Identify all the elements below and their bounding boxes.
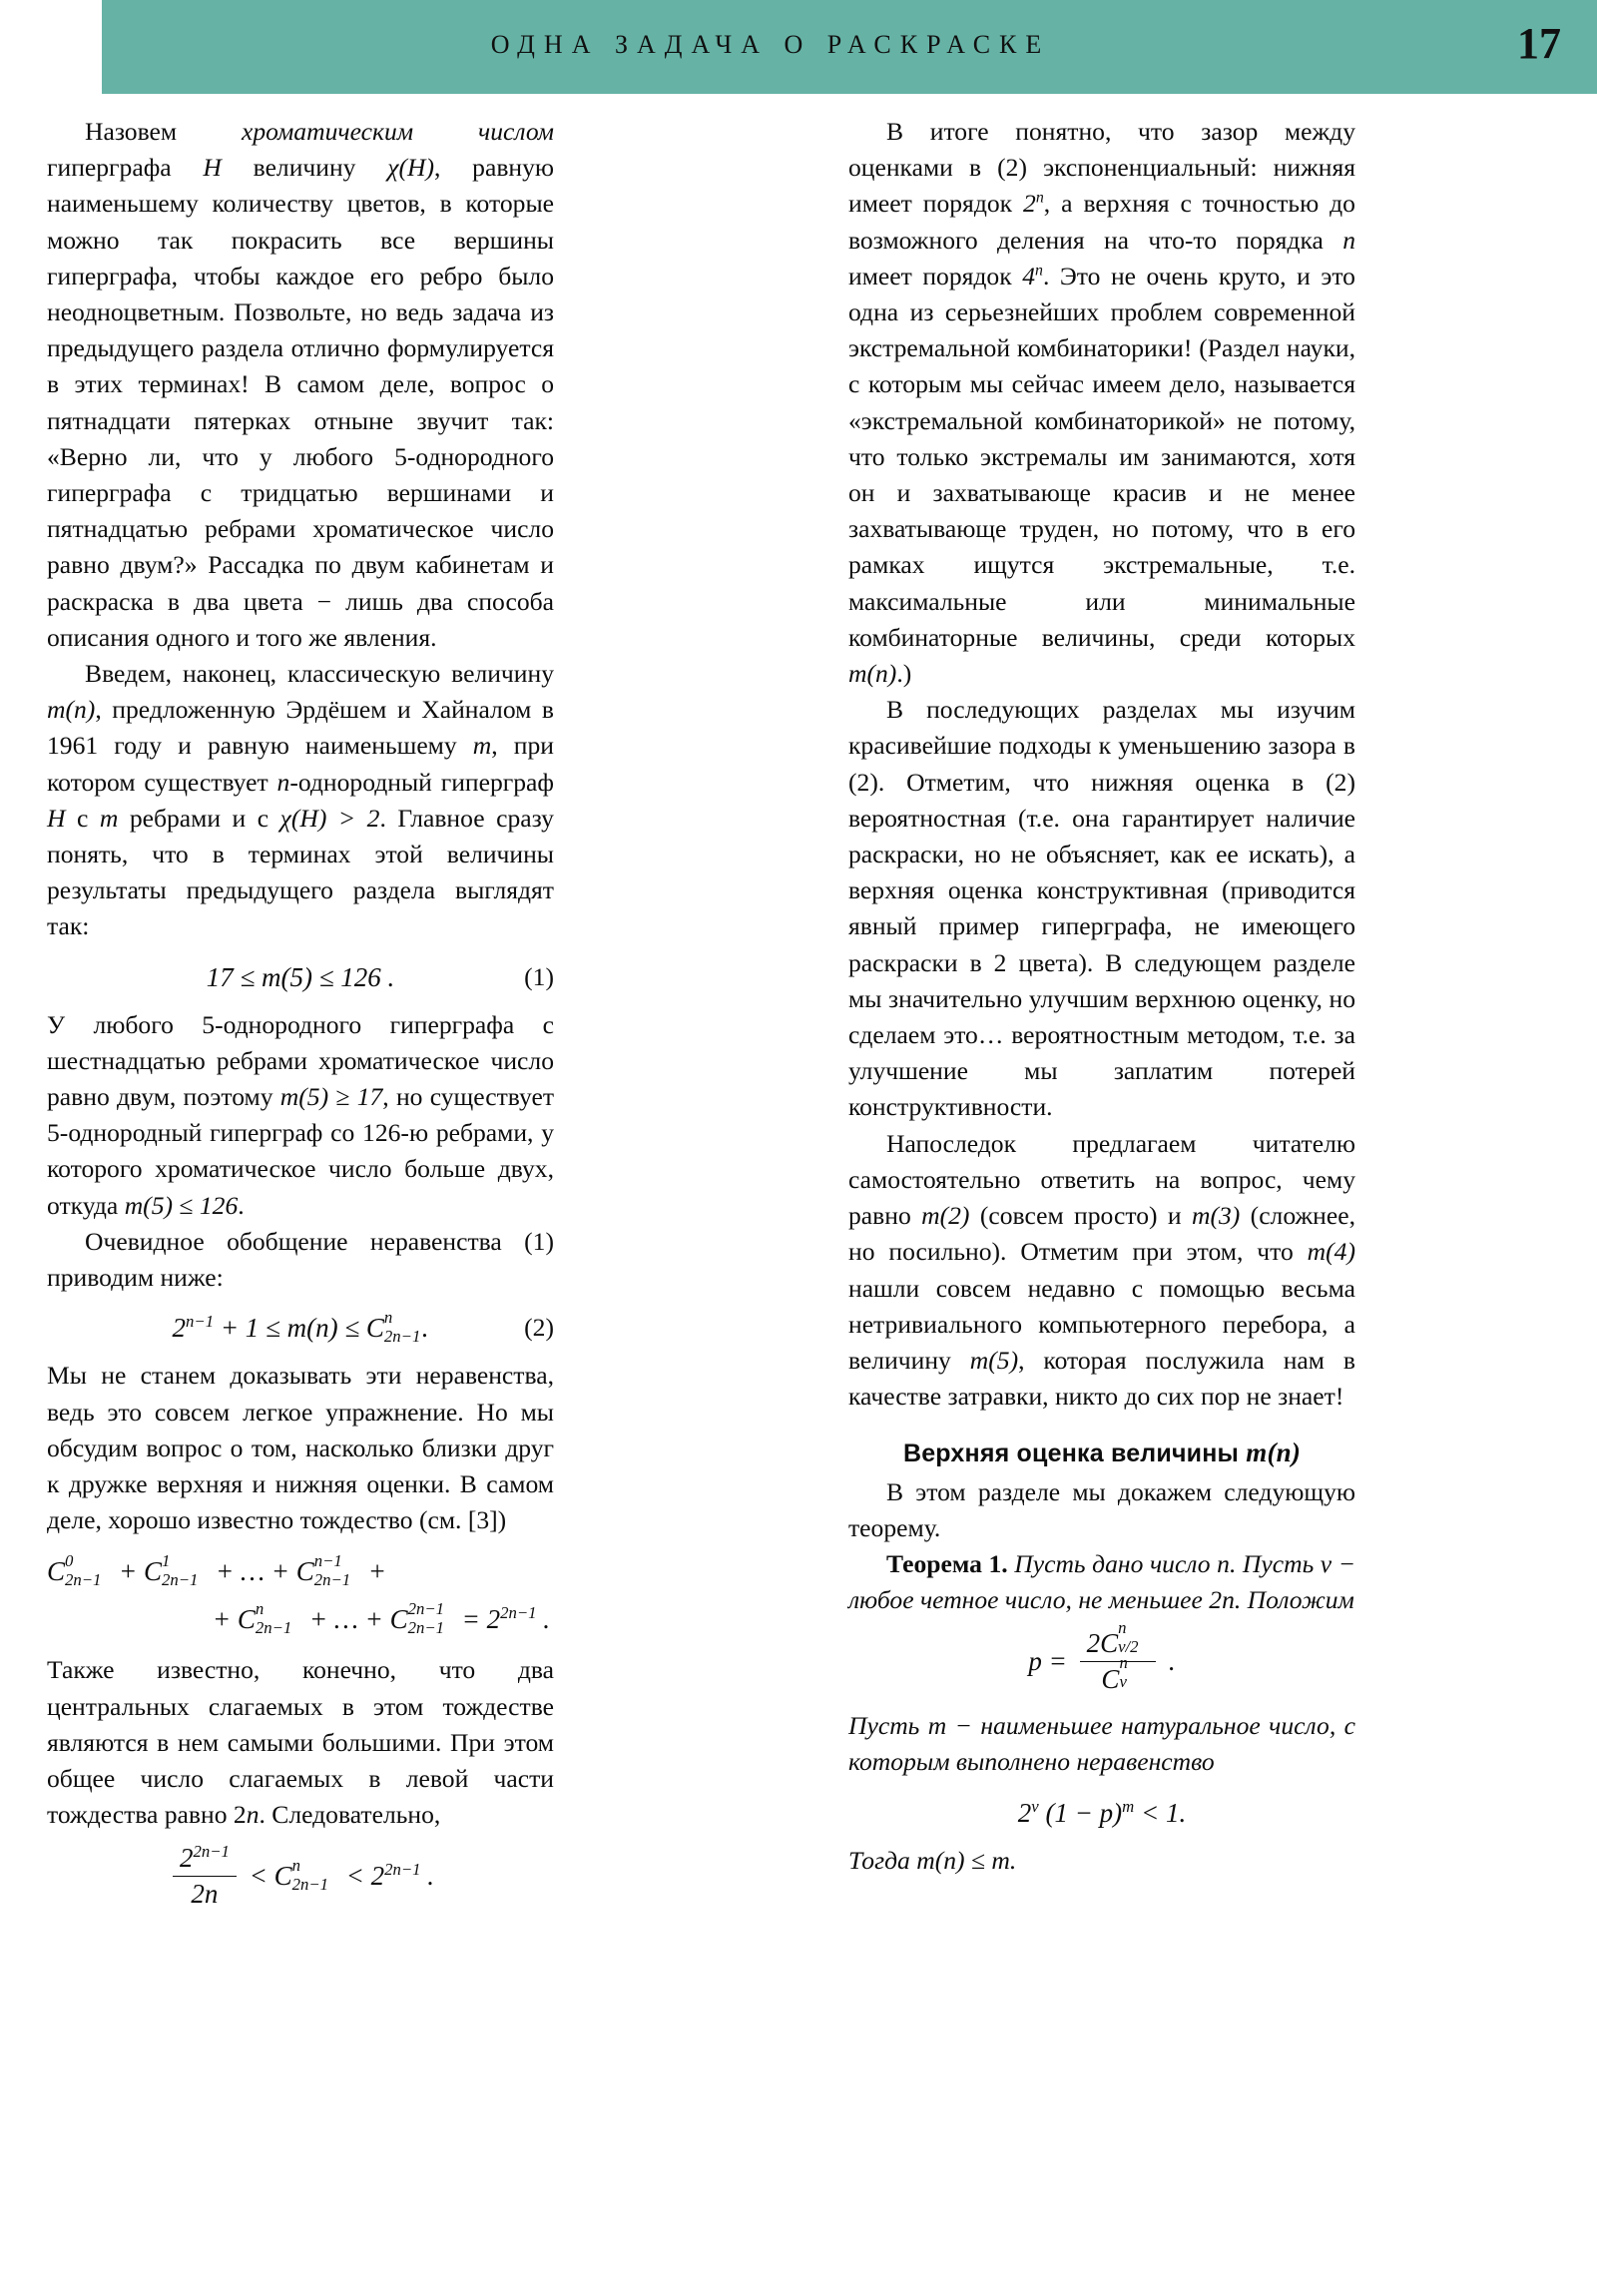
text-run: . bbox=[238, 1190, 245, 1220]
math-2-pow-n-exponent: n bbox=[1035, 189, 1044, 207]
left-column bbox=[47, 114, 554, 1923]
text-run: В последующих разделах мы изучим красивейшие подходы к уменьшению зазора в (2). Отметим, что нижняя оценка в (2) вероятностная (т.е. она гарантирует наличие раскраски, но не объясняет, как ее искать), а верхняя оценка конструктивная (приводится явный пример гиперграфа, не имеющего раскраски в 2 цвета). В следующем разделе мы значительно улучшим верхнюю оценку, но сделаем это… вероятностным методом, т.е. за улучшение мы заплатим потерей конструктивности. bbox=[848, 695, 1355, 1122]
theorem-continuation bbox=[848, 1708, 1355, 1780]
math-m: m bbox=[472, 731, 492, 761]
math-4-pow-n: 4 bbox=[1022, 261, 1035, 290]
text-run: . bbox=[1009, 1845, 1017, 1875]
text-run: У любого 5-однородного гиперграфа с шестнадцатью ребрами хроматическое число равно двум, поэтому bbox=[47, 1009, 554, 1112]
paragraph-gap-exponential bbox=[848, 114, 1355, 692]
equation-1-body: 17 ≤ m(5) ≤ 126 . bbox=[206, 961, 395, 992]
equation-2-tag: (2) bbox=[524, 1313, 554, 1343]
math-m-4: m(4) bbox=[1307, 1237, 1355, 1267]
equation-2-lhs-exponent: n−1 bbox=[186, 1312, 215, 1332]
section-heading-upper-bound bbox=[848, 1435, 1355, 1471]
text-run: Назовем bbox=[85, 117, 242, 146]
math-H: H bbox=[203, 153, 222, 183]
binomial-base: C bbox=[295, 1556, 314, 1587]
identity-line-1 bbox=[47, 1548, 554, 1594]
math-m5-le-126: m(5) ≤ 126 bbox=[124, 1190, 239, 1220]
emphasis-chromatic-number: хроматическим числом bbox=[242, 117, 554, 146]
page-number: 17 bbox=[1517, 19, 1561, 68]
operator-plus-2: + bbox=[360, 1556, 386, 1587]
inequality-middle: (1 − p) bbox=[1038, 1797, 1123, 1828]
operator-less-2: < 2 bbox=[338, 1861, 385, 1892]
identity-line-2 bbox=[47, 1596, 554, 1642]
equation-3-binomial bbox=[273, 1856, 329, 1896]
text-run: Напоследок предлагаем читателю самостоятельно ответить на вопрос, чему равно bbox=[848, 1128, 1355, 1231]
binomial-superscript: n bbox=[383, 1307, 393, 1327]
section-heading-math: m(n) bbox=[1246, 1437, 1302, 1468]
operator-ellipsis-2: + … + bbox=[302, 1604, 390, 1635]
inequality-tail: < 1. bbox=[1134, 1797, 1187, 1828]
numerator-base: 2 bbox=[179, 1843, 194, 1874]
binomial-subscript: 2n−1 bbox=[291, 1875, 329, 1895]
text-run: (сложнее, но посильно). Отметим при этом, что bbox=[848, 1201, 1355, 1267]
inequality-exponent-m: m bbox=[1122, 1796, 1135, 1816]
equation-2-lhs-base: 2 bbox=[172, 1313, 187, 1344]
text-run: , но существует 5-однородный гиперграф со 126-ю ребрами, у которого хроматическое число больше двух, откуда bbox=[47, 1082, 555, 1220]
identity-end-period: . bbox=[536, 1604, 550, 1635]
paragraph-identity-intro bbox=[47, 1358, 554, 1538]
binomial-superscript: 2n−1 bbox=[407, 1598, 445, 1618]
paragraph-m5-bounds bbox=[47, 1007, 554, 1224]
text-run: нашли совсем недавно с помощью весьма нетривиального компьютерного перебора, а величину bbox=[848, 1273, 1355, 1375]
math-m-2: m bbox=[99, 803, 119, 833]
fraction-numerator bbox=[173, 1843, 237, 1877]
equation-p-definition bbox=[848, 1617, 1355, 1698]
text-run: величину bbox=[221, 153, 388, 183]
fraction-p bbox=[1080, 1617, 1157, 1696]
binomial-c1 bbox=[144, 1548, 199, 1594]
paragraph-generalization-intro bbox=[47, 1224, 554, 1296]
paragraph-probabilistic-constructive bbox=[848, 692, 1355, 1125]
paragraph-chromatic-number-def bbox=[47, 114, 554, 656]
fraction-denominator bbox=[1080, 1652, 1157, 1696]
binomial-subscript: 2n−1 bbox=[162, 1570, 199, 1590]
identity-rhs-exponent: 2n−1 bbox=[500, 1603, 537, 1623]
paragraph-reader-exercise bbox=[848, 1126, 1355, 1416]
text-run: , а верхняя с точностью до возможного деления на что-то порядка bbox=[848, 189, 1355, 255]
math-m-n: m(n) bbox=[47, 695, 96, 725]
binomial-subscript: 2n−1 bbox=[313, 1570, 351, 1590]
binomial-subscript: 2n−1 bbox=[383, 1327, 421, 1346]
text-run: с bbox=[65, 803, 100, 833]
text-run: -однородный гиперграф bbox=[289, 767, 555, 797]
binomial-base: C bbox=[365, 1313, 384, 1344]
equation-inequality bbox=[848, 1793, 1355, 1833]
binomial-base: 2C bbox=[1086, 1628, 1119, 1659]
binomial-cn bbox=[237, 1596, 292, 1642]
binomial-superscript: 0 bbox=[65, 1550, 74, 1570]
equation-2-middle: + 1 ≤ m(n) ≤ bbox=[214, 1313, 366, 1344]
equation-1 bbox=[47, 957, 554, 997]
text-run: . Это не очень круто, и это одна из серьезнейших проблем современной экстремальной комбинаторики! (Раздел науки, с которым мы сейчас имеем дело, называется «экстремальной комбинаторикой» не потому, что только экстремалы им занимаются, хотя он и захватывающе красив и не менее захватывающе труден, но потому, что в его рамках ищутся экстремальные, т.е. максимальные или минимальные комбинаторные величины, среди которых bbox=[848, 261, 1355, 652]
math-m-n-le-m: m(n) ≤ m bbox=[916, 1845, 1010, 1875]
math-chi-H: χ(H) bbox=[387, 153, 435, 183]
text-run: Тогда bbox=[848, 1845, 917, 1875]
equation-2-binomial bbox=[365, 1307, 421, 1348]
equation-2 bbox=[47, 1308, 554, 1348]
binomial-subscript: 2n−1 bbox=[255, 1618, 292, 1638]
math-H-2: H bbox=[47, 803, 66, 833]
right-column bbox=[848, 114, 1355, 1879]
binomial-base: C bbox=[47, 1556, 66, 1587]
operator-less-1: < bbox=[242, 1861, 274, 1892]
theorem-label: Теорема 1. bbox=[886, 1548, 1008, 1578]
text-run: . Следовательно, bbox=[259, 1800, 441, 1830]
theorem-1-statement bbox=[848, 1546, 1355, 1618]
text-run: В этом разделе мы докажем следующую теорему. bbox=[848, 1476, 1355, 1542]
section-heading-text: Верхняя оценка величины bbox=[902, 1439, 1247, 1468]
math-m-3: m(3) bbox=[1191, 1201, 1241, 1231]
binomial-superscript: n bbox=[255, 1598, 265, 1618]
inequality-exponent-v: v bbox=[1031, 1796, 1039, 1816]
equation-3 bbox=[47, 1842, 554, 1913]
math-4-pow-n-exponent: n bbox=[1035, 262, 1043, 280]
fraction-numerator bbox=[1080, 1617, 1157, 1662]
math-2-pow-n: 2 bbox=[1023, 189, 1036, 219]
math-n: n bbox=[276, 767, 290, 797]
math-chi-H-gt-2: χ(H) > 2 bbox=[279, 803, 380, 833]
binomial-base: C bbox=[144, 1556, 163, 1587]
running-title: ОДНА ЗАДАЧА О РАСКРАСКЕ bbox=[490, 30, 1051, 59]
paragraph-theorem-intro bbox=[848, 1474, 1355, 1546]
fraction-denominator: 2n bbox=[191, 1879, 219, 1910]
binomial-subscript: v bbox=[1119, 1671, 1127, 1691]
binomial-cn-1 bbox=[295, 1548, 351, 1594]
text-run: .) bbox=[896, 659, 912, 689]
page-header-band bbox=[102, 0, 1597, 94]
text-run: В итоге понятно, что зазор между оценками в (2) экспоненциальный: нижняя имеет порядок bbox=[848, 117, 1355, 219]
text-run: ребрами и с bbox=[118, 803, 280, 833]
text-run: , равную наименьшему количеству цветов, в которые можно так покрасить все вершины гиперграфа, чтобы каждое его ребро было неодноцветным. Позвольте, но ведь задача из предыдущего раздела отлично формулируется в этих терминах! В самом деле, вопрос о пятнадцати пятерках отныне звучит так: «Верно ли, что у любого 5-однородного гиперграфа с тридцатью вершинами и пятнадцатью ребрами хроматическое число равно двум?» Рассадка по двум кабинетам и раскраска в два цвета − лишь два способа описания одного и того же явления. bbox=[47, 153, 555, 652]
math-m-2: m(2) bbox=[921, 1201, 970, 1231]
math-m5-ge-17: m(5) ≥ 17 bbox=[279, 1082, 383, 1112]
theorem-text: Пусть дано число n. Пусть v − любое четное число, не меньшее 2n. Положим bbox=[848, 1548, 1356, 1615]
text-run: Введем, наконец, классическую величину bbox=[85, 659, 554, 689]
math-m-n-right: m(n) bbox=[848, 659, 897, 689]
binomial-subscript: 2n−1 bbox=[407, 1618, 445, 1638]
text-run: Очевидное обобщение неравенства (1) приводим ниже: bbox=[47, 1226, 554, 1293]
inequality-base-2: 2 bbox=[1017, 1797, 1032, 1828]
binomial-subscript: 2n−1 bbox=[65, 1570, 102, 1590]
text-run: гиперграфа bbox=[47, 153, 204, 183]
paragraph-central-terms bbox=[47, 1652, 554, 1833]
math-n-right: n bbox=[1342, 225, 1355, 255]
binomial-base: C bbox=[273, 1861, 292, 1892]
text-run: Также известно, конечно, что два центральных слагаемых в этом тождестве являются в нем самыми большими. При этом общее число слагаемых в левой части тождества равно 2 bbox=[47, 1655, 554, 1830]
binomial-base: C bbox=[1101, 1664, 1120, 1695]
text-run: Пусть m − наименьшее натуральное число, с которым выполнено неравенство bbox=[848, 1711, 1355, 1777]
binomial-c2n-1 bbox=[389, 1596, 445, 1642]
text-run: (совсем просто) и bbox=[969, 1201, 1192, 1231]
theorem-conclusion bbox=[848, 1843, 1355, 1879]
binomial-subscript: v/2 bbox=[1118, 1637, 1139, 1657]
operator-equals: = 2 bbox=[454, 1604, 501, 1635]
text-run: Мы не станем доказывать эти неравенства, ведь это совсем легкое упражнение. Но мы обсудим вопрос о том, насколько близки друг к дружке верхняя и нижняя оценки. В самом деле, хорошо известно тождество (см. [3]) bbox=[47, 1361, 554, 1535]
equation-3-end: . bbox=[420, 1861, 435, 1892]
operator-ellipsis-1: + … + bbox=[209, 1556, 296, 1587]
equation-p-end: . bbox=[1162, 1646, 1176, 1677]
body-columns bbox=[0, 114, 1597, 2296]
equation-p-lhs: p = bbox=[1028, 1646, 1074, 1677]
operator-plus-1: + bbox=[112, 1556, 144, 1587]
binomial-superscript: n bbox=[1119, 1652, 1128, 1672]
binomial-superscript: n bbox=[291, 1856, 300, 1876]
denominator-binomial bbox=[1101, 1652, 1128, 1696]
text-run: , которая послужила нам в качестве затравки, никто до сих пор не знает! bbox=[848, 1345, 1355, 1412]
binomial-base: C bbox=[237, 1604, 256, 1635]
paragraph-mn-definition bbox=[47, 656, 554, 945]
numerator-binomial bbox=[1086, 1617, 1139, 1660]
binomial-superscript: n−1 bbox=[313, 1550, 342, 1570]
operator-plus-lead: + bbox=[212, 1604, 238, 1635]
text-run: имеет порядок bbox=[848, 261, 1023, 290]
numerator-exponent: 2n−1 bbox=[193, 1842, 230, 1862]
binomial-c0 bbox=[47, 1548, 102, 1594]
binomial-superscript: n bbox=[1118, 1617, 1127, 1637]
equation-1-tag: (1) bbox=[524, 961, 554, 991]
text-run: , при котором существует bbox=[47, 731, 554, 797]
math-n-3: n bbox=[246, 1800, 260, 1830]
math-m-5: m(5) bbox=[969, 1345, 1019, 1375]
equation-2-end: . bbox=[414, 1313, 429, 1344]
fraction-2-2n-1-over-2n bbox=[173, 1843, 237, 1911]
text-run: . Главное сразу понять, что в терминах этой величины результаты предыдущего раздела выглядят так: bbox=[47, 803, 554, 941]
binomial-base: C bbox=[389, 1604, 408, 1635]
binomial-superscript: 1 bbox=[162, 1550, 171, 1570]
equation-3-rhs-exponent: 2n−1 bbox=[384, 1860, 421, 1880]
text-run: , предложенную Эрдёшем и Хайналом в 1961 году и равную наименьшему bbox=[47, 695, 554, 761]
